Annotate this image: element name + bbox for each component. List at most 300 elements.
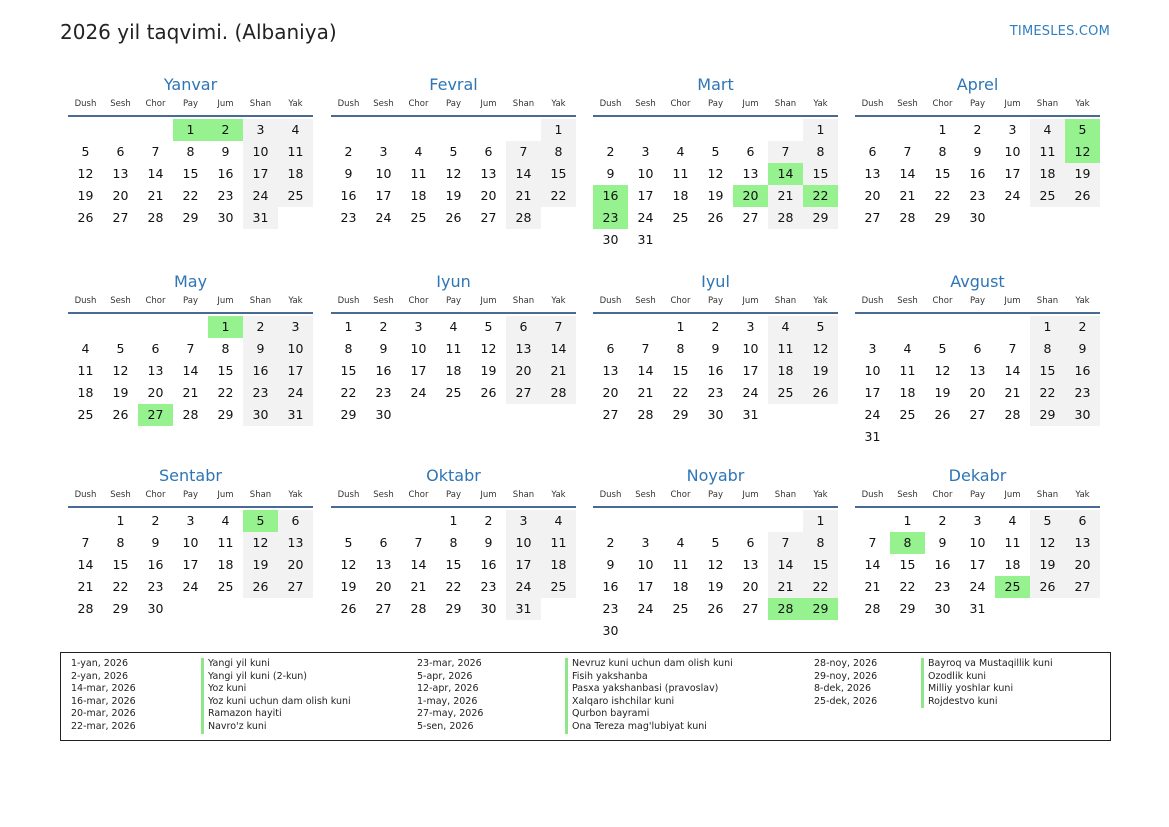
day-cell: 13: [147, 363, 164, 378]
holiday-day-cell: 5: [243, 510, 278, 532]
weekday-label: Chor: [408, 490, 429, 500]
day-cell: 11: [77, 363, 94, 378]
day-cell: 4: [903, 341, 912, 356]
header-divider: [68, 506, 313, 508]
day-cell: 27: [112, 210, 129, 225]
day-cell: 12: [803, 338, 838, 360]
empty-cell: [593, 316, 628, 338]
day-cell: 14: [506, 163, 541, 185]
day-cell: 26: [1065, 185, 1100, 207]
weekday-label: Yak: [288, 296, 303, 306]
weekday-label: Jum: [1004, 296, 1021, 306]
day-cell: 15: [934, 166, 951, 181]
day-cell: 22: [934, 188, 951, 203]
day-cell: 13: [480, 166, 497, 181]
day-cell: 17: [1004, 166, 1021, 181]
day-cell: 21: [1004, 385, 1021, 400]
day-cell: 22: [340, 385, 357, 400]
day-cell: 6: [746, 535, 755, 550]
day-cell: 23: [707, 385, 724, 400]
legend-holiday-name: Ozodlik kuni: [921, 671, 1053, 684]
day-cell: 26: [803, 382, 838, 404]
day-cell: 4: [676, 535, 685, 550]
month-name: Sentabr: [159, 466, 222, 485]
weekday-header: [331, 293, 576, 309]
day-cell: 26: [112, 407, 129, 422]
day-cell: 5: [116, 341, 125, 356]
weekday-label: Chor: [145, 99, 166, 109]
day-grid: [331, 119, 576, 229]
day-cell: 31: [864, 429, 881, 444]
day-cell: 20: [147, 385, 164, 400]
day-cell: 30: [1065, 404, 1100, 426]
weekday-label: Chor: [670, 490, 691, 500]
empty-cell: [960, 316, 995, 338]
empty-cell: [628, 119, 663, 141]
legend-holiday-name: Bayroq va Mustaqillik kuni: [921, 658, 1053, 671]
day-cell: 29: [217, 407, 234, 422]
weekday-label: Pay: [970, 296, 985, 306]
day-cell: 12: [445, 166, 462, 181]
weekday-label: Sesh: [635, 99, 656, 109]
header-divider: [593, 115, 838, 117]
day-cell: 29: [112, 601, 129, 616]
day-cell: 30: [707, 407, 724, 422]
legend-holiday-name: Pasxa yakshanbasi (pravoslav): [565, 683, 733, 696]
day-cell: 10: [969, 535, 986, 550]
day-cell: 27: [602, 407, 619, 422]
legend-holiday-name: Yangi yil kuni: [201, 658, 351, 671]
day-cell: 25: [77, 407, 94, 422]
day-cell: 10: [506, 532, 541, 554]
day-cell: 11: [541, 532, 576, 554]
day-cell: 12: [707, 166, 724, 181]
legend-date: 16-mar, 2026: [71, 695, 136, 707]
day-cell: 20: [506, 360, 541, 382]
empty-cell: [995, 316, 1030, 338]
day-cell: 23: [602, 601, 619, 616]
day-cell: 12: [480, 341, 497, 356]
day-cell: 10: [637, 166, 654, 181]
weekday-label: Yak: [551, 99, 566, 109]
day-cell: 19: [340, 579, 357, 594]
day-cell: 18: [1030, 163, 1065, 185]
day-cell: 31: [278, 404, 313, 426]
day-cell: 22: [541, 185, 576, 207]
weekday-header: [331, 487, 576, 503]
day-cell: 3: [186, 513, 195, 528]
day-cell: 3: [379, 144, 388, 159]
day-cell: 18: [217, 557, 234, 572]
day-cell: 13: [742, 557, 759, 572]
day-cell: 4: [676, 144, 685, 159]
day-cell: 14: [864, 557, 881, 572]
day-cell: 29: [445, 601, 462, 616]
day-cell: 22: [445, 579, 462, 594]
legend-date: 14-mar, 2026: [71, 683, 136, 695]
day-cell: 3: [641, 144, 650, 159]
weekday-label: Pay: [708, 490, 723, 500]
day-cell: 29: [672, 407, 689, 422]
day-cell: 7: [903, 144, 912, 159]
day-cell: 16: [375, 363, 392, 378]
weekday-label: Pay: [970, 99, 985, 109]
day-cell: 6: [746, 144, 755, 159]
day-cell: 24: [506, 576, 541, 598]
day-cell: 5: [449, 144, 458, 159]
day-cell: 2: [344, 144, 353, 159]
day-cell: 28: [506, 207, 541, 229]
holiday-day-cell: 20: [733, 185, 768, 207]
weekday-label: Jum: [742, 296, 759, 306]
day-cell: 7: [641, 341, 650, 356]
month-name: Oktabr: [426, 466, 481, 485]
day-cell: 7: [81, 535, 90, 550]
day-cell: 12: [934, 363, 951, 378]
day-cell: 11: [217, 535, 234, 550]
weekday-label: Dush: [861, 296, 884, 306]
day-cell: 11: [1030, 141, 1065, 163]
day-cell: 18: [77, 385, 94, 400]
month-name: Mart: [697, 75, 734, 94]
empty-cell: [628, 510, 663, 532]
day-cell: 29: [934, 210, 951, 225]
legend-holiday-name: Rojdestvo kuni: [921, 696, 1053, 709]
day-cell: 7: [151, 144, 160, 159]
day-cell: 28: [410, 601, 427, 616]
day-cell: 26: [77, 210, 94, 225]
day-cell: 26: [243, 576, 278, 598]
day-cell: 11: [1004, 535, 1021, 550]
day-cell: 18: [768, 360, 803, 382]
day-cell: 16: [217, 166, 234, 181]
day-cell: 8: [803, 532, 838, 554]
site-link[interactable]: TIMESLES.COM: [1009, 24, 1110, 39]
month-iyul: [593, 271, 838, 426]
day-cell: 14: [899, 166, 916, 181]
weekday-header: [855, 96, 1100, 112]
holiday-day-cell: 29: [803, 598, 838, 620]
legend-date: 8-dek, 2026: [814, 683, 872, 695]
weekday-label: Jum: [742, 99, 759, 109]
day-cell: 2: [1065, 316, 1100, 338]
legend-date: 27-may, 2026: [417, 708, 484, 720]
day-cell: 19: [112, 385, 129, 400]
day-cell: 14: [77, 557, 94, 572]
day-cell: 14: [182, 363, 199, 378]
day-cell: 12: [77, 166, 94, 181]
weekday-label: Jum: [217, 296, 234, 306]
day-cell: 11: [672, 166, 689, 181]
header-divider: [331, 115, 576, 117]
month-name: Dekabr: [948, 466, 1007, 485]
legend-date: 12-apr, 2026: [417, 683, 479, 695]
day-cell: 28: [182, 407, 199, 422]
header-divider: [593, 312, 838, 314]
day-cell: 23: [1065, 382, 1100, 404]
day-cell: 1: [938, 122, 947, 137]
empty-cell: [401, 119, 436, 141]
day-cell: 21: [768, 576, 803, 598]
day-cell: 21: [506, 185, 541, 207]
day-grid: [855, 316, 1100, 448]
day-cell: 30: [243, 404, 278, 426]
day-cell: 24: [375, 210, 392, 225]
month-name: Aprel: [956, 75, 999, 94]
weekday-label: Shan: [249, 99, 272, 109]
day-cell: 10: [375, 166, 392, 181]
legend-date: 2-yan, 2026: [71, 670, 128, 682]
empty-cell: [768, 119, 803, 141]
day-cell: 12: [112, 363, 129, 378]
day-cell: 31: [637, 232, 654, 247]
day-cell: 9: [344, 166, 353, 181]
day-cell: 6: [868, 144, 877, 159]
day-cell: 15: [672, 363, 689, 378]
month-iyun: [331, 271, 576, 426]
day-cell: 4: [449, 319, 458, 334]
day-cell: 13: [278, 532, 313, 554]
day-cell: 2: [484, 513, 493, 528]
weekday-label: Yak: [813, 296, 828, 306]
empty-cell: [68, 510, 103, 532]
day-cell: 1: [903, 513, 912, 528]
day-cell: 8: [344, 341, 353, 356]
day-cell: 17: [864, 385, 881, 400]
day-cell: 19: [707, 188, 724, 203]
header-divider: [331, 506, 576, 508]
day-cell: 16: [934, 557, 951, 572]
holiday-day-cell: 22: [803, 185, 838, 207]
day-cell: 26: [445, 210, 462, 225]
day-cell: 27: [969, 407, 986, 422]
day-cell: 6: [606, 341, 615, 356]
holiday-day-cell: 16: [593, 185, 628, 207]
weekday-label: Dush: [861, 99, 884, 109]
day-cell: 4: [541, 510, 576, 532]
day-cell: 8: [221, 341, 230, 356]
day-cell: 9: [243, 338, 278, 360]
weekday-label: Sesh: [897, 99, 918, 109]
empty-cell: [331, 510, 366, 532]
day-cell: 19: [77, 188, 94, 203]
day-cell: 8: [938, 144, 947, 159]
weekday-label: Yak: [813, 99, 828, 109]
day-cell: 4: [768, 316, 803, 338]
day-cell: 30: [375, 407, 392, 422]
day-cell: 10: [278, 338, 313, 360]
legend-holiday-name: Yoz kuni: [201, 683, 351, 696]
day-grid: [331, 316, 576, 426]
day-cell: 9: [973, 144, 982, 159]
weekday-label: Shan: [249, 490, 272, 500]
empty-cell: [506, 119, 541, 141]
day-cell: 19: [707, 579, 724, 594]
day-cell: 18: [541, 554, 576, 576]
day-cell: 20: [112, 188, 129, 203]
legend-holiday-name: Nevruz kuni uchun dam olish kuni: [565, 658, 733, 671]
month-avgust: [855, 271, 1100, 448]
day-cell: 17: [969, 557, 986, 572]
day-cell: 9: [606, 557, 615, 572]
day-cell: 19: [1030, 554, 1065, 576]
weekday-label: Dush: [599, 99, 622, 109]
day-cell: 5: [938, 341, 947, 356]
weekday-label: Jum: [480, 99, 497, 109]
day-grid: [593, 316, 838, 426]
day-cell: 15: [217, 363, 234, 378]
weekday-header: [331, 96, 576, 112]
day-cell: 6: [506, 316, 541, 338]
weekday-label: Pay: [183, 490, 198, 500]
weekday-label: Dush: [74, 99, 97, 109]
legend-holiday-name: Xalqaro ishchilar kuni: [565, 696, 733, 709]
day-cell: 14: [637, 363, 654, 378]
day-cell: 10: [637, 557, 654, 572]
day-cell: 23: [243, 382, 278, 404]
weekday-label: Jum: [742, 490, 759, 500]
day-cell: 7: [868, 535, 877, 550]
day-cell: 15: [541, 163, 576, 185]
day-cell: 8: [676, 341, 685, 356]
day-cell: 1: [676, 319, 685, 334]
day-cell: 23: [340, 210, 357, 225]
day-cell: 28: [899, 210, 916, 225]
day-grid: [855, 510, 1100, 620]
weekday-label: Shan: [512, 490, 535, 500]
day-cell: 16: [1065, 360, 1100, 382]
empty-cell: [593, 510, 628, 532]
day-cell: 11: [768, 338, 803, 360]
day-cell: 25: [1030, 185, 1065, 207]
day-cell: 30: [602, 623, 619, 638]
day-cell: 20: [480, 188, 497, 203]
weekday-header: [68, 96, 313, 112]
legend-date: 25-dek, 2026: [814, 695, 878, 707]
day-cell: 19: [934, 385, 951, 400]
day-cell: 3: [243, 119, 278, 141]
day-cell: 12: [1030, 532, 1065, 554]
day-cell: 25: [217, 579, 234, 594]
day-cell: 24: [243, 185, 278, 207]
day-cell: 27: [742, 601, 759, 616]
day-cell: 2: [606, 535, 615, 550]
day-cell: 3: [868, 341, 877, 356]
legend-holiday-name: Navro'z kuni: [201, 721, 351, 734]
day-grid: [855, 119, 1100, 229]
day-cell: 8: [186, 144, 195, 159]
weekday-label: Dush: [599, 490, 622, 500]
weekday-label: Sesh: [373, 99, 394, 109]
header-divider: [68, 312, 313, 314]
day-cell: 14: [410, 557, 427, 572]
day-cell: 1: [541, 119, 576, 141]
empty-cell: [103, 316, 138, 338]
day-cell: 4: [414, 144, 423, 159]
day-cell: 13: [112, 166, 129, 181]
weekday-label: Dush: [337, 99, 360, 109]
day-cell: 22: [672, 385, 689, 400]
day-cell: 27: [278, 576, 313, 598]
day-cell: 25: [278, 185, 313, 207]
day-grid: [331, 510, 576, 620]
day-cell: 10: [243, 141, 278, 163]
empty-cell: [925, 316, 960, 338]
day-cell: 18: [278, 163, 313, 185]
day-cell: 3: [278, 316, 313, 338]
legend-holiday-name: Yangi yil kuni (2-kun): [201, 671, 351, 684]
day-cell: 17: [410, 363, 427, 378]
day-cell: 24: [278, 382, 313, 404]
day-cell: 21: [864, 579, 881, 594]
day-cell: 25: [672, 601, 689, 616]
day-cell: 25: [445, 385, 462, 400]
weekday-header: [855, 487, 1100, 503]
legend-date: 29-noy, 2026: [814, 670, 878, 682]
day-cell: 14: [147, 166, 164, 181]
header-divider: [855, 312, 1100, 314]
day-cell: 17: [375, 188, 392, 203]
day-cell: 18: [672, 188, 689, 203]
day-cell: 10: [182, 535, 199, 550]
day-cell: 21: [899, 188, 916, 203]
day-cell: 5: [711, 535, 720, 550]
empty-cell: [173, 316, 208, 338]
header-divider: [593, 506, 838, 508]
empty-cell: [103, 119, 138, 141]
legend-date: 1-may, 2026: [417, 695, 478, 707]
weekday-label: Jum: [1004, 490, 1021, 500]
day-cell: 29: [803, 207, 838, 229]
weekday-label: Yak: [1075, 490, 1090, 500]
day-cell: 22: [112, 579, 129, 594]
month-fevral: [331, 74, 576, 229]
day-cell: 2: [938, 513, 947, 528]
day-cell: 5: [81, 144, 90, 159]
empty-cell: [628, 316, 663, 338]
weekday-label: Yak: [1075, 296, 1090, 306]
weekday-label: Dush: [599, 296, 622, 306]
day-cell: 20: [375, 579, 392, 594]
day-cell: 5: [344, 535, 353, 550]
holiday-day-cell: 28: [768, 598, 803, 620]
day-cell: 24: [637, 601, 654, 616]
weekday-header: [593, 96, 838, 112]
empty-cell: [138, 119, 173, 141]
day-cell: 16: [602, 579, 619, 594]
day-cell: 21: [147, 188, 164, 203]
month-name: Iyul: [701, 272, 730, 291]
month-yanvar: [68, 74, 313, 229]
day-cell: 21: [410, 579, 427, 594]
day-cell: 23: [480, 579, 497, 594]
day-cell: 21: [77, 579, 94, 594]
weekday-header: [593, 293, 838, 309]
weekday-label: Chor: [670, 99, 691, 109]
day-cell: 7: [414, 535, 423, 550]
month-oktabr: [331, 465, 576, 620]
legend-holiday-name: Yoz kuni uchun dam olish kuni: [201, 696, 351, 709]
empty-cell: [366, 510, 401, 532]
day-cell: 26: [707, 601, 724, 616]
holiday-day-cell: 5: [1065, 119, 1100, 141]
day-cell: 23: [217, 188, 234, 203]
weekday-label: Pay: [183, 99, 198, 109]
day-cell: 20: [278, 554, 313, 576]
empty-cell: [138, 316, 173, 338]
day-cell: 28: [77, 601, 94, 616]
day-cell: 7: [768, 141, 803, 163]
